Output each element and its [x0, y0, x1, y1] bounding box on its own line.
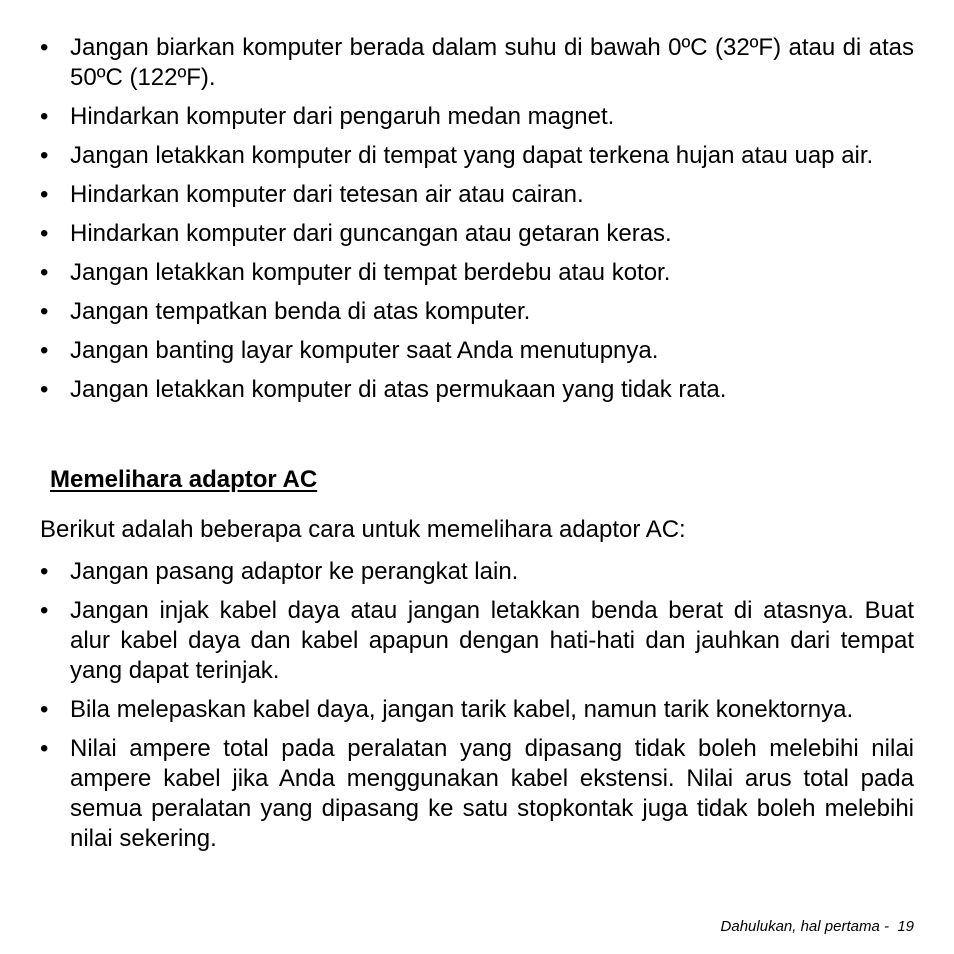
list-item-text: Jangan letakkan komputer di tempat yang dapat terkena hujan atau uap air.: [70, 142, 874, 169]
page-footer: [721, 917, 914, 937]
list-item: [40, 180, 914, 210]
list-item-text: Jangan injak kabel daya atau jangan letakkan benda berat di atasnya. Buat alur kabel daya dan kabel apapun dengan hati-hati dan jauhkan dari tempat yang dapat terinjak.: [70, 597, 914, 684]
list-item: [40, 375, 914, 405]
adapter-care-list: [40, 557, 914, 863]
list-item: [40, 596, 914, 686]
list-item-text: Jangan letakkan komputer di atas permukaan yang tidak rata.: [70, 376, 727, 403]
list-item: [40, 219, 914, 249]
bullet-icon: •: [40, 142, 49, 169]
list-item: [40, 336, 914, 366]
list-item-text: Hindarkan komputer dari tetesan air atau cairan.: [70, 181, 584, 208]
page-number: 19: [897, 918, 914, 935]
bullet-icon: •: [40, 181, 49, 208]
bullet-icon: •: [40, 298, 49, 325]
section-heading: Memelihara adaptor AC: [50, 466, 318, 493]
bullet-icon: •: [40, 220, 49, 247]
list-item-text: Bila melepaskan kabel daya, jangan tarik kabel, namun tarik konektornya.: [70, 696, 854, 723]
bullet-icon: •: [40, 735, 49, 762]
list-item: [40, 102, 914, 132]
list-item-text: Jangan banting layar komputer saat Anda menutupnya.: [70, 337, 659, 364]
footer-section-title: Dahulukan, hal pertama -: [720, 918, 889, 935]
bullet-icon: •: [40, 376, 49, 403]
list-item: [40, 557, 914, 587]
list-item-text: Jangan tempatkan benda di atas komputer.: [70, 298, 531, 325]
list-item-text: Jangan letakkan komputer di tempat berdebu atau kotor.: [70, 259, 671, 286]
bullet-icon: •: [40, 259, 49, 286]
list-item: [40, 258, 914, 288]
precautions-list: [40, 33, 914, 414]
bullet-icon: •: [40, 103, 49, 130]
bullet-icon: •: [40, 34, 49, 61]
list-item-text: Jangan pasang adaptor ke perangkat lain.: [70, 558, 519, 585]
list-item: [40, 141, 914, 171]
bullet-icon: •: [40, 696, 49, 723]
list-item: [40, 734, 914, 854]
list-item-text: Jangan biarkan komputer berada dalam suhu di bawah 0ºC (32ºF) atau di atas 50ºC (122ºF).: [70, 34, 914, 91]
list-item-text: Hindarkan komputer dari pengaruh medan magnet.: [70, 103, 615, 130]
list-item: [40, 695, 914, 725]
list-item: [40, 297, 914, 327]
list-item-text: Nilai ampere total pada peralatan yang dipasang tidak boleh melebihi nilai ampere kabel jika Anda menggunakan kabel ekstensi. Nilai arus total pada semua peralatan yang dipasang ke satu stopkontak juga tidak boleh melebihi nilai sekering.: [70, 735, 914, 852]
bullet-icon: •: [40, 558, 49, 585]
bullet-icon: •: [40, 337, 49, 364]
section-intro: Berikut adalah beberapa cara untuk memelihara adaptor AC:: [40, 516, 686, 543]
list-item: [40, 33, 914, 93]
bullet-icon: •: [40, 597, 49, 624]
list-item-text: Hindarkan komputer dari guncangan atau getaran keras.: [70, 220, 672, 247]
